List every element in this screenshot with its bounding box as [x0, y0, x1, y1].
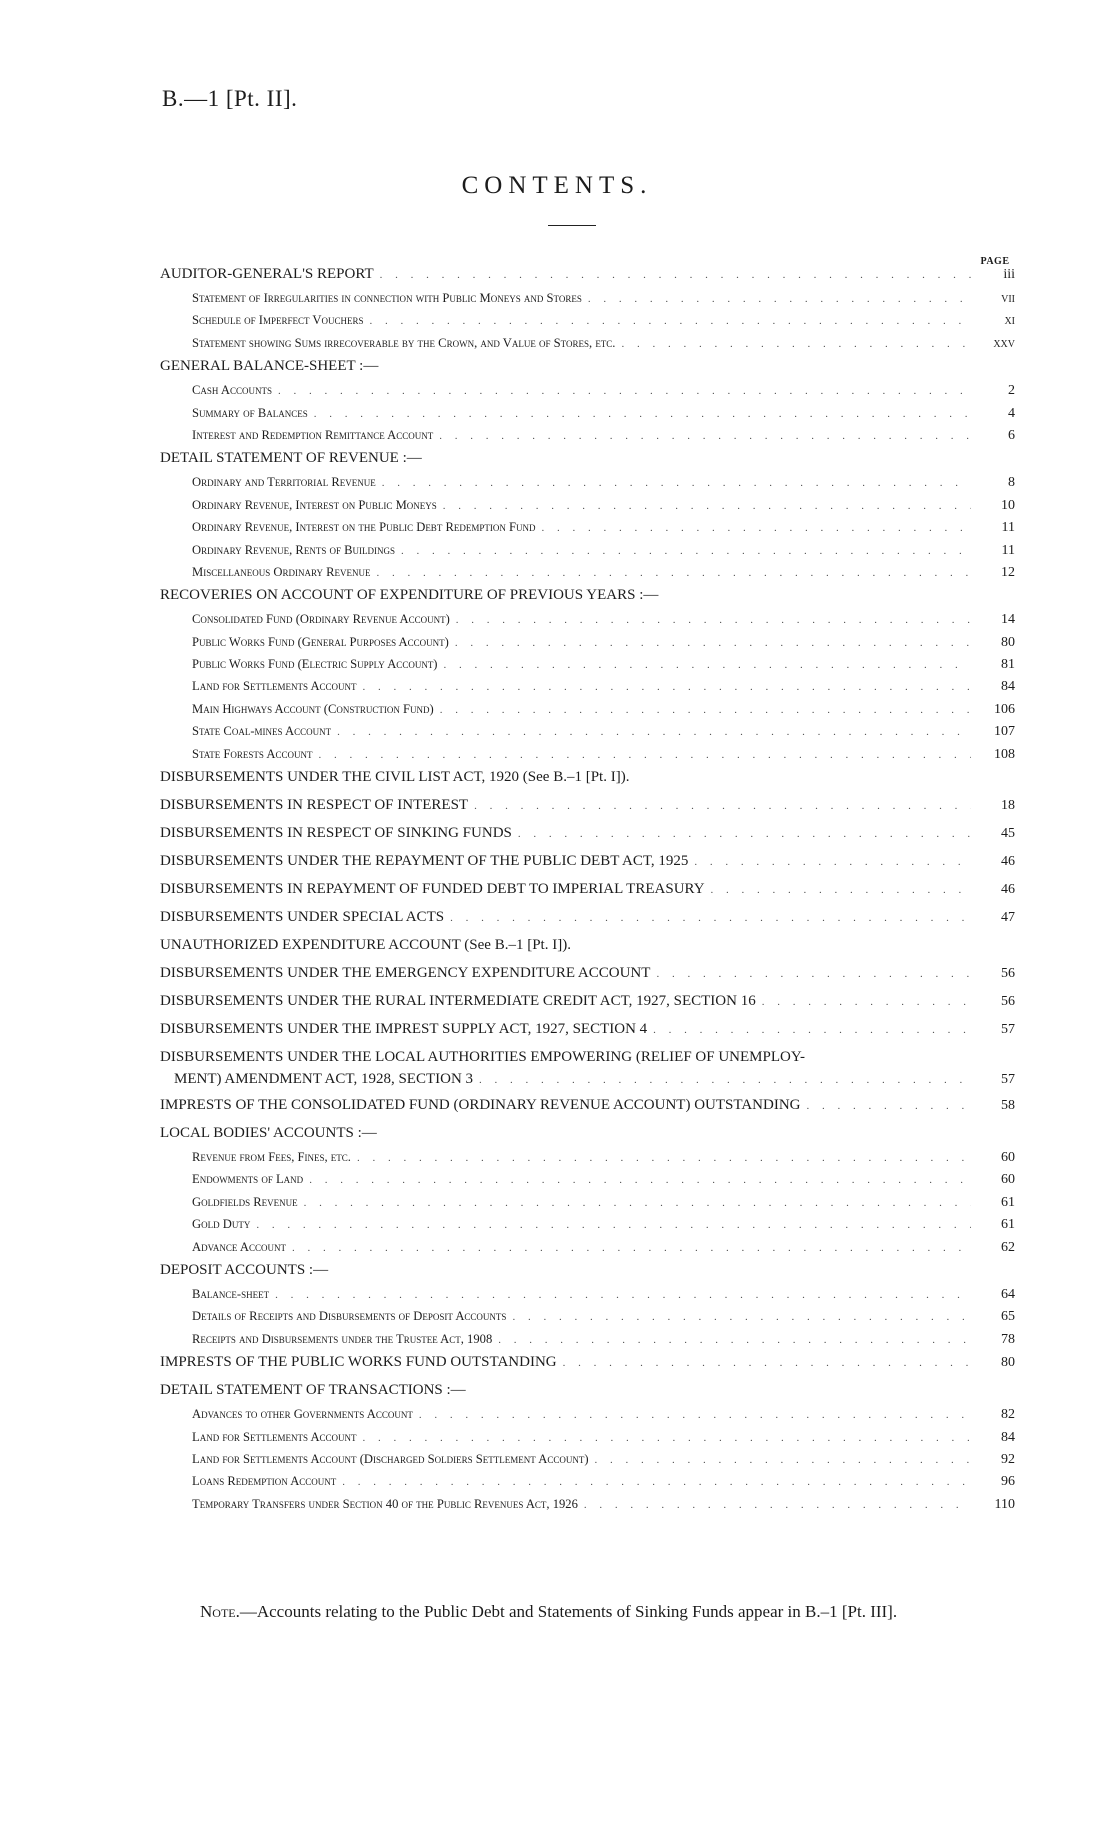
section-heading-page: iii	[1003, 267, 1015, 282]
section-heading-label: RECOVERIES ON ACCOUNT OF EXPENDITURE OF PREVIOUS YEARS :—	[160, 587, 659, 604]
major-entry	[160, 1021, 1015, 1049]
toc-entry-label: Land for Settlements Account	[192, 1429, 357, 1444]
toc-entry-label: Ordinary and Territorial Revenue	[192, 475, 376, 490]
major-entry-page: 46	[1001, 854, 1015, 870]
wrapped-entry-line2	[160, 1071, 1015, 1097]
toc-entry-page: 65	[1001, 1309, 1015, 1325]
toc-entry-page: xi	[1004, 313, 1015, 329]
toc-entry	[160, 1240, 1015, 1262]
major-entry-page: 58	[1001, 1098, 1015, 1114]
dot-leader	[615, 338, 971, 350]
major-entry-label: DISBURSEMENTS UNDER THE EMERGENCY EXPENDITURE ACCOUNT	[160, 965, 651, 982]
major-entry-label: DISBURSEMENTS UNDER SPECIAL ACTS	[160, 909, 445, 926]
dot-leader	[370, 567, 971, 579]
page-column-header: PAGE	[980, 256, 1010, 267]
toc-entry-label: State Forests Account	[192, 746, 313, 761]
dot-leader	[578, 1499, 971, 1511]
document-reference: B.—1 [Pt. II].	[162, 86, 298, 111]
dot-leader	[437, 500, 971, 512]
note-label: Note.	[200, 1602, 240, 1621]
section-heading	[160, 587, 1015, 612]
dot-leader	[433, 430, 971, 442]
table-of-contents	[160, 266, 1015, 1519]
toc-entry-label: Advances to other Governments Account	[192, 1407, 413, 1422]
dot-leader	[364, 315, 971, 327]
note-text: —Accounts relating to the Public Debt and Statements of Sinking Funds appear in B.–1 [Pt. III].	[239, 1602, 898, 1621]
major-entry-page: 18	[1001, 798, 1015, 814]
dot-leader	[313, 749, 972, 761]
dot-leader	[688, 856, 971, 868]
dot-leader	[536, 522, 971, 534]
dot-leader	[800, 1100, 971, 1112]
major-entry	[160, 769, 1015, 797]
toc-entry	[160, 1332, 1015, 1354]
toc-entry-page: 84	[1001, 1429, 1015, 1445]
major-entry-page: 57	[1001, 1022, 1015, 1038]
dot-leader	[376, 477, 971, 489]
major-entry-label: DISBURSEMENTS IN REPAYMENT OF FUNDED DEBT TO IMPERIAL TREASURY	[160, 881, 705, 898]
dot-leader	[756, 996, 971, 1008]
toc-entry	[160, 406, 1015, 428]
toc-entry-label: Ordinary Revenue, Interest on the Public Debt Redemption Fund	[192, 520, 536, 535]
section-heading-label: AUDITOR-GENERAL'S REPORT	[160, 266, 374, 282]
toc-entry-label: Main Highways Account (Construction Fund)	[192, 701, 434, 716]
toc-entry-label: Endowments of Land	[192, 1172, 304, 1187]
major-entry-page: 56	[1001, 994, 1015, 1010]
dot-leader	[351, 1152, 971, 1164]
toc-entry-page: 110	[994, 1496, 1015, 1512]
section-heading	[160, 1125, 1015, 1150]
dot-leader	[269, 1289, 971, 1301]
toc-entry	[160, 1195, 1015, 1217]
dot-leader	[492, 1334, 971, 1346]
dot-leader	[468, 800, 971, 812]
toc-entry-label: Cash Accounts	[192, 383, 272, 398]
toc-entry-page: 6	[1008, 427, 1015, 443]
major-entry-label: UNAUTHORIZED EXPENDITURE ACCOUNT (See B.–1 [Pt. I]).	[160, 937, 571, 954]
toc-entry-label: Land for Settlements Account (Discharged Soldiers Settlement Account)	[192, 1451, 589, 1466]
toc-entry-label: Public Works Fund (Electric Supply Account)	[192, 657, 438, 672]
toc-entry	[160, 1474, 1015, 1496]
toc-entry	[160, 1430, 1015, 1452]
toc-entry	[160, 520, 1015, 542]
toc-entry-label: Miscellaneous Ordinary Revenue	[192, 564, 371, 579]
major-entry-label: DISBURSEMENTS UNDER THE RURAL INTERMEDIATE CREDIT ACT, 1927, SECTION 16	[160, 993, 756, 1010]
major-entry	[160, 937, 1015, 965]
dot-leader	[395, 545, 971, 557]
toc-entry-label: Goldfields Revenue	[192, 1194, 298, 1209]
toc-entry	[160, 1172, 1015, 1194]
major-entry-page: 46	[1001, 882, 1015, 898]
dot-leader	[444, 912, 971, 924]
toc-entry-page: 84	[1001, 679, 1015, 695]
section-heading	[160, 1382, 1015, 1407]
toc-entry	[160, 428, 1015, 450]
toc-entry-page: 64	[1001, 1286, 1015, 1302]
dot-leader	[450, 614, 971, 626]
toc-entry	[160, 702, 1015, 724]
toc-entry-page: 82	[1001, 1407, 1015, 1423]
major-entry-label: IMPRESTS OF THE PUBLIC WORKS FUND OUTSTANDING	[160, 1354, 557, 1371]
toc-entry-label: Statement showing Sums irrecoverable by the Crown, and Value of Stores, etc.	[192, 335, 616, 350]
major-entry	[160, 881, 1015, 909]
wrapped-entry-line1: DISBURSEMENTS UNDER THE LOCAL AUTHORITIES EMPOWERING (RELIEF OF UNEMPLOY-	[160, 1049, 805, 1066]
section-heading	[160, 358, 1015, 383]
toc-entry-label: Public Works Fund (General Purposes Account)	[192, 634, 449, 649]
toc-entry	[160, 1217, 1015, 1239]
toc-entry-page: 4	[1008, 405, 1015, 421]
toc-entry-label: Schedule of Imperfect Vouchers	[192, 313, 364, 328]
major-entry-page: 45	[1001, 826, 1015, 842]
toc-entry-page: 106	[994, 701, 1015, 717]
toc-entry-page: 81	[1001, 657, 1015, 673]
toc-entry-page: vii	[1001, 291, 1015, 306]
toc-entry-page: 108	[994, 746, 1015, 762]
toc-entry-page: 62	[1001, 1239, 1015, 1255]
toc-entry-page: 11	[1001, 542, 1015, 558]
toc-entry-page: 8	[1008, 475, 1015, 491]
toc-entry	[160, 313, 1015, 335]
toc-entry	[160, 565, 1015, 587]
footnote	[162, 1598, 1012, 1625]
dot-leader	[374, 269, 971, 281]
toc-entry-label: State Coal-mines Account	[192, 724, 332, 739]
toc-entry-label: Summary of Balances	[192, 405, 308, 420]
toc-entry-label: Advance Account	[192, 1239, 286, 1254]
dot-leader	[557, 1357, 971, 1369]
major-entry-label: DISBURSEMENTS IN RESPECT OF SINKING FUNDS	[160, 825, 512, 842]
toc-entry	[160, 291, 1015, 313]
page-title: CONTENTS.	[461, 172, 653, 199]
toc-entry-page: 61	[1001, 1194, 1015, 1210]
section-heading	[160, 266, 1015, 291]
dot-leader	[272, 385, 971, 397]
section-heading-label: GENERAL BALANCE-SHEET :—	[160, 358, 379, 375]
major-entry	[160, 1354, 1015, 1382]
dot-leader	[250, 1219, 971, 1231]
toc-entry	[160, 1287, 1015, 1309]
section-heading-label: LOCAL BODIES' ACCOUNTS :—	[160, 1125, 377, 1142]
dot-leader	[357, 681, 971, 693]
wrapped-entry	[160, 1049, 1015, 1071]
toc-entry-label: Loans Redemption Account	[192, 1474, 337, 1489]
major-entry-label: IMPRESTS OF THE CONSOLIDATED FUND (ORDINARY REVENUE ACCOUNT) OUTSTANDING	[160, 1097, 801, 1114]
dot-leader	[308, 408, 971, 420]
toc-entry-page: 10	[1001, 497, 1015, 513]
toc-entry-page: 2	[1008, 383, 1015, 399]
dot-leader	[589, 1454, 971, 1466]
major-entry-page: 80	[1001, 1355, 1015, 1371]
dot-leader	[449, 637, 971, 649]
dot-leader	[303, 1174, 971, 1186]
toc-entry-label: Ordinary Revenue, Rents of Buildings	[192, 542, 396, 557]
dot-leader	[512, 828, 971, 840]
major-entry-label: DISBURSEMENTS UNDER THE REPAYMENT OF THE PUBLIC DEBT ACT, 1925	[160, 853, 689, 870]
dot-leader	[286, 1242, 971, 1254]
toc-entry	[160, 1150, 1015, 1172]
toc-entry	[160, 1497, 1015, 1519]
dot-leader	[331, 726, 971, 738]
toc-entry	[160, 383, 1015, 405]
toc-entry-label: Revenue from Fees, Fines, etc.	[192, 1150, 351, 1165]
toc-entry-label: Receipts and Disbursements under the Trustee Act, 1908	[192, 1331, 493, 1346]
toc-entry-label: Details of Receipts and Disbursements of Deposit Accounts	[192, 1309, 507, 1324]
toc-entry	[160, 336, 1015, 358]
major-entry	[160, 909, 1015, 937]
dot-leader	[647, 1024, 971, 1036]
toc-entry	[160, 612, 1015, 634]
dot-leader	[582, 293, 971, 305]
dot-leader	[357, 1432, 971, 1444]
section-heading	[160, 1262, 1015, 1287]
toc-entry-page: 80	[1001, 634, 1015, 650]
dot-leader	[413, 1409, 971, 1421]
toc-entry-page: 96	[1001, 1474, 1015, 1490]
major-entry	[160, 825, 1015, 853]
major-entry-label: DISBURSEMENTS IN RESPECT OF INTEREST	[160, 797, 469, 814]
dot-leader	[473, 1074, 971, 1086]
toc-entry-page: 60	[1001, 1150, 1015, 1166]
toc-entry-label: Consolidated Fund (Ordinary Revenue Account)	[192, 612, 450, 627]
toc-entry-label: Temporary Transfers under Section 40 of the Public Revenues Act, 1926	[192, 1496, 578, 1511]
toc-entry	[160, 635, 1015, 657]
dot-leader	[506, 1311, 971, 1323]
toc-entry-page: 78	[1001, 1331, 1015, 1347]
toc-entry-label: Ordinary Revenue, Interest on Public Moneys	[192, 497, 437, 512]
toc-entry-page: 92	[1001, 1451, 1015, 1467]
dot-leader	[336, 1476, 971, 1488]
major-entry	[160, 965, 1015, 993]
toc-entry-label: Land for Settlements Account	[192, 679, 357, 694]
toc-entry-page: 11	[1001, 520, 1015, 536]
dot-leader	[298, 1197, 971, 1209]
major-entry	[160, 853, 1015, 881]
toc-entry-page: 61	[1001, 1217, 1015, 1233]
toc-entry	[160, 1309, 1015, 1331]
toc-entry	[160, 1452, 1015, 1474]
major-entry-page: 56	[1001, 966, 1015, 982]
dot-leader	[650, 968, 971, 980]
toc-entry-page: 60	[1001, 1172, 1015, 1188]
major-entry	[160, 797, 1015, 825]
toc-entry-label: Interest and Redemption Remittance Account	[192, 427, 434, 442]
toc-entry-page: 12	[1001, 564, 1015, 580]
toc-entry-label: Gold Duty	[192, 1217, 251, 1232]
major-entry-label: DISBURSEMENTS UNDER THE CIVIL LIST ACT, 1920 (See B.–1 [Pt. I]).	[160, 769, 630, 786]
toc-entry	[160, 1407, 1015, 1429]
dot-leader	[705, 884, 971, 896]
toc-entry-label: Balance-sheet	[192, 1286, 270, 1301]
wrapped-entry-line2-label: MENT) AMENDMENT ACT, 1928, SECTION 3	[174, 1071, 474, 1088]
section-heading-label: DETAIL STATEMENT OF REVENUE :—	[160, 450, 422, 467]
toc-entry	[160, 724, 1015, 746]
dot-leader	[438, 659, 971, 671]
toc-entry	[160, 657, 1015, 679]
section-heading-label: DETAIL STATEMENT OF TRANSACTIONS :—	[160, 1382, 466, 1399]
major-entry-page: 47	[1001, 910, 1015, 926]
major-entry-label: DISBURSEMENTS UNDER THE IMPREST SUPPLY ACT, 1927, SECTION 4	[160, 1021, 648, 1038]
toc-entry-page: xxv	[993, 335, 1015, 351]
toc-entry	[160, 679, 1015, 701]
toc-entry	[160, 475, 1015, 497]
toc-entry-page: 14	[1001, 612, 1015, 628]
toc-entry-label: Statement of Irregularities in connection with Public Moneys and Stores	[192, 291, 582, 305]
toc-entry	[160, 498, 1015, 520]
section-heading-label: DEPOSIT ACCOUNTS :—	[160, 1261, 329, 1278]
toc-entry	[160, 747, 1015, 769]
major-entry	[160, 993, 1015, 1021]
title-rule	[548, 225, 596, 226]
dot-leader	[434, 704, 971, 716]
toc-entry	[160, 543, 1015, 565]
toc-entry-page: 107	[994, 724, 1015, 740]
major-entry	[160, 1097, 1015, 1125]
section-heading	[160, 450, 1015, 475]
wrapped-entry-line2-page: 57	[1001, 1072, 1015, 1088]
